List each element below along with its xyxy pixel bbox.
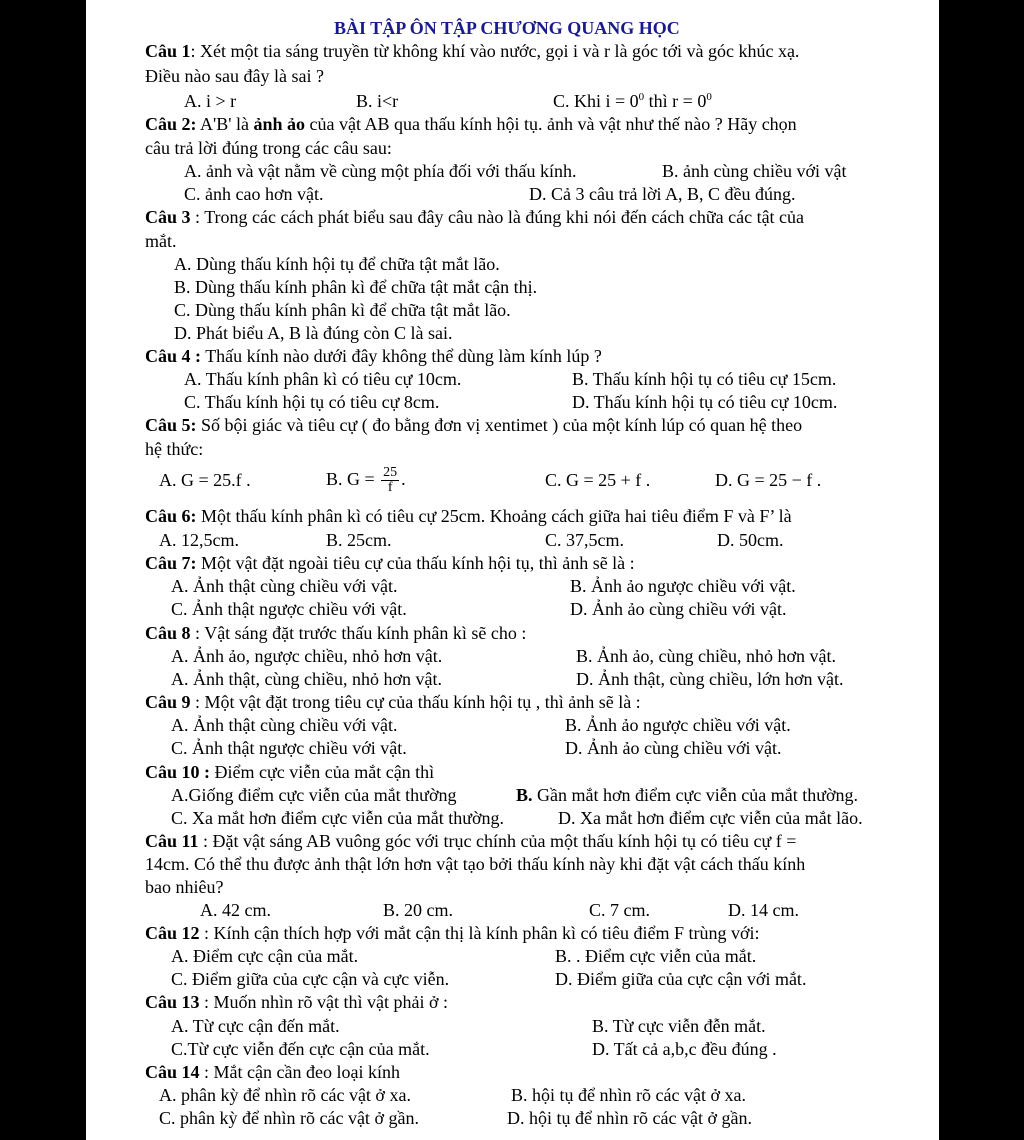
question-label: Câu 11 <box>145 831 199 851</box>
q11-option-c: C. 7 cm. <box>589 900 650 920</box>
question-text: Số bội giác và tiêu cự ( đo bằng đơn vị xentimet ) của một kính lúp có quan hệ theo <box>196 415 803 435</box>
q9-option-b: B. Ảnh ảo ngược chiều với vật. <box>565 715 791 735</box>
option-text: . <box>401 469 406 489</box>
q8-option-d: D. Ảnh thật, cùng chiều, lớn hơn vật. <box>576 669 844 689</box>
question-text: : Kính cận thích hợp với mắt cận thị là kính phân kì có tiêu điểm F trùng với: <box>199 923 760 943</box>
q7-option-c: C. Ảnh thật ngược chiều với vật. <box>171 599 407 619</box>
question-text: : Một vật đặt trong tiêu cự của thấu kính hội tụ , thì ảnh sẽ là : <box>190 692 641 712</box>
option-text: Gần mắt hơn điểm cực viễn của mắt thường. <box>532 785 858 805</box>
question-5 <box>145 414 802 436</box>
q9-option-a: A. Ảnh thật cùng chiều với vật. <box>171 715 398 735</box>
q11-option-b: B. 20 cm. <box>383 900 453 920</box>
question-12 <box>145 922 759 944</box>
question-label: Câu 8 <box>145 623 191 643</box>
question-13 <box>145 991 448 1013</box>
q12-option-d: D. Điểm giữa của cực cận với mắt. <box>555 969 807 989</box>
q5-option-b <box>326 459 406 499</box>
question-text: : Đặt vật sáng AB vuông góc với trục chính của một thấu kính hội tụ có tiêu cự f = <box>198 831 797 851</box>
question-3-line2: mắt. <box>145 231 177 251</box>
fraction-denominator: f <box>387 480 393 496</box>
question-label: Câu 13 <box>145 992 200 1012</box>
question-label: Câu 9 <box>145 692 191 712</box>
q10-option-b <box>516 784 858 806</box>
question-14 <box>145 1061 400 1083</box>
question-text-bold: ảnh ảo <box>253 114 306 134</box>
q4-option-a: A. Thấu kính phân kì có tiêu cự 10cm. <box>184 369 462 389</box>
option-text: C. Khi i = 0 <box>553 91 639 111</box>
q1-option-c <box>553 90 712 112</box>
q3-option-c: C. Dùng thấu kính phân kì để chữa tật mắt lão. <box>174 300 511 320</box>
q13-option-a: A. Từ cực cận đến mắt. <box>171 1016 340 1036</box>
q6-option-d: D. 50cm. <box>717 530 784 550</box>
question-label: Câu 10 : <box>145 762 211 782</box>
question-3 <box>145 206 804 228</box>
option-text: thì r = 0 <box>644 91 707 111</box>
fraction-numerator: 25 <box>383 465 398 481</box>
q2-option-b: B. ảnh cùng chiều với vật <box>662 161 847 181</box>
option-text: B. G = <box>326 469 380 489</box>
q4-option-b: B. Thấu kính hội tụ có tiêu cự 15cm. <box>572 369 837 389</box>
question-11-line2: 14cm. Có thể thu được ảnh thật lớn hơn vật tạo bởi thấu kính này khi đặt vật cách thấu kính <box>145 854 806 874</box>
q5-option-d: D. G = 25 − f . <box>715 470 822 490</box>
question-label: Câu 5: <box>145 415 197 435</box>
question-text: : Trong các cách phát biểu sau đây câu nào là đúng khi nói đến cách chữa các tật của <box>190 207 805 227</box>
question-2 <box>145 113 797 135</box>
question-text: : Mắt cận cần đeo loại kính <box>199 1062 400 1082</box>
q5-option-a: A. G = 25.f . <box>159 470 251 490</box>
q11-option-a: A. 42 cm. <box>200 900 271 920</box>
question-6 <box>145 505 792 527</box>
q4-option-c: C. Thấu kính hội tụ có tiêu cự 8cm. <box>184 392 440 412</box>
q9-option-d: D. Ảnh ảo cùng chiều với vật. <box>565 738 782 758</box>
document-page <box>86 0 939 1140</box>
q7-option-a: A. Ảnh thật cùng chiều với vật. <box>171 576 398 596</box>
question-label: Câu 6: <box>145 506 197 526</box>
question-11 <box>145 830 796 852</box>
question-5-line2: hệ thức: <box>145 439 204 459</box>
superscript: 0 <box>706 91 712 103</box>
q6-option-c: C. 37,5cm. <box>545 530 624 550</box>
question-label: Câu 1 <box>145 41 191 61</box>
q10-option-a: A.Giống điểm cực viễn của mắt thường <box>171 785 457 805</box>
question-text: Một thấu kính phân kì có tiêu cự 25cm. Khoảng cách giữa hai tiêu điểm F và F’ là <box>196 506 792 526</box>
q14-option-b: B. hội tụ để nhìn rõ các vật ở xa. <box>511 1085 746 1105</box>
page-title: BÀI TẬP ÔN TẬP CHƯƠNG QUANG HỌC <box>334 18 680 38</box>
q13-option-c: C.Từ cực viễn đến cực cận của mắt. <box>171 1039 430 1059</box>
question-11-line3: bao nhiêu? <box>145 877 224 897</box>
q14-option-c: C. phân kỳ để nhìn rõ các vật ở gần. <box>159 1108 419 1128</box>
q1-option-a: A. i > r <box>184 91 237 111</box>
question-text: : Muốn nhìn rõ vật thì vật phải ở : <box>199 992 449 1012</box>
question-label: Câu 4 : <box>145 346 202 366</box>
q3-option-a: A. Dùng thấu kính hội tụ để chữa tật mắt lão. <box>174 254 500 274</box>
q6-option-a: A. 12,5cm. <box>159 530 239 550</box>
q2-option-d: D. Cả 3 câu trả lời A, B, C đều đúng. <box>529 184 796 204</box>
question-label: Câu 3 <box>145 207 191 227</box>
question-label: Câu 14 <box>145 1062 200 1082</box>
q3-option-d: D. Phát biểu A, B là đúng còn C là sai. <box>174 323 453 343</box>
q8-option-c: A. Ảnh thật, cùng chiều, nhỏ hơn vật. <box>171 669 442 689</box>
q11-option-d: D. 14 cm. <box>728 900 799 920</box>
q3-option-b: B. Dùng thấu kính phân kì để chữa tật mắt cận thị. <box>174 277 538 297</box>
q8-option-b: B. Ảnh ảo, cùng chiều, nhỏ hơn vật. <box>576 646 836 666</box>
question-2-line2: câu trả lời đúng trong các câu sau: <box>145 138 392 158</box>
question-label: Câu 12 <box>145 923 200 943</box>
q5-option-c: C. G = 25 + f . <box>545 470 651 490</box>
q1-option-b: B. i<r <box>356 91 399 111</box>
q12-option-b: B. . Điểm cực viễn của mắt. <box>555 946 757 966</box>
question-4 <box>145 345 602 367</box>
q12-option-a: A. Điểm cực cận của mắt. <box>171 946 359 966</box>
question-9 <box>145 691 641 713</box>
question-text: Điểm cực viễn của mắt cận thì <box>210 762 435 782</box>
question-text: A'B' là <box>196 114 254 134</box>
q6-option-b: B. 25cm. <box>326 530 392 550</box>
q8-option-a: A. Ảnh ảo, ngược chiều, nhỏ hơn vật. <box>171 646 443 666</box>
question-text: Một vật đặt ngoài tiêu cự của thấu kính hội tụ, thì ảnh sẽ là : <box>196 553 635 573</box>
superscript: 0 <box>638 91 645 103</box>
q4-option-d: D. Thấu kính hội tụ có tiêu cự 10cm. <box>572 392 838 412</box>
question-1 <box>145 40 799 62</box>
question-10 <box>145 761 434 783</box>
q9-option-c: C. Ảnh thật ngược chiều với vật. <box>171 738 407 758</box>
q14-option-d: D. hội tụ để nhìn rõ các vật ở gần. <box>507 1108 752 1128</box>
question-label: Câu 7: <box>145 553 197 573</box>
fraction <box>381 466 399 495</box>
q10-option-c: C. Xa mắt hơn điểm cực viễn của mắt thường. <box>171 808 504 828</box>
question-7 <box>145 552 635 574</box>
q10-option-d: D. Xa mắt hơn điểm cực viễn của mắt lão. <box>558 808 863 828</box>
question-8 <box>145 622 526 644</box>
q13-option-d: D. Tất cả a,b,c đều đúng . <box>592 1039 777 1059</box>
question-label: Câu 2: <box>145 114 197 134</box>
q2-option-a: A. ảnh và vật nằm về cùng một phía đối với thấu kính. <box>184 161 577 181</box>
q13-option-b: B. Từ cực viễn đễn mắt. <box>592 1016 766 1036</box>
q7-option-d: D. Ảnh ảo cùng chiều với vật. <box>570 599 787 619</box>
q12-option-c: C. Điểm giữa của cực cận và cực viễn. <box>171 969 450 989</box>
option-label: B. <box>516 785 533 805</box>
q7-option-b: B. Ảnh ảo ngược chiều với vật. <box>570 576 796 596</box>
q2-option-c: C. ảnh cao hơn vật. <box>184 184 324 204</box>
question-text: của vật AB qua thấu kính hội tụ. ảnh và vật như thế nào ? Hãy chọn <box>305 114 797 134</box>
question-text: : Vật sáng đặt trước thấu kính phân kì sẽ cho : <box>190 623 527 643</box>
question-text: Thấu kính nào dưới đây không thể dùng làm kính lúp ? <box>201 346 602 366</box>
q14-option-a: A. phân kỳ để nhìn rõ các vật ở xa. <box>159 1085 411 1105</box>
question-text: : Xét một tia sáng truyền từ không khí vào nước, gọi i và r là góc tới và góc khúc xạ. <box>190 41 800 61</box>
question-1-line2: Điều nào sau đây là sai ? <box>145 66 324 86</box>
